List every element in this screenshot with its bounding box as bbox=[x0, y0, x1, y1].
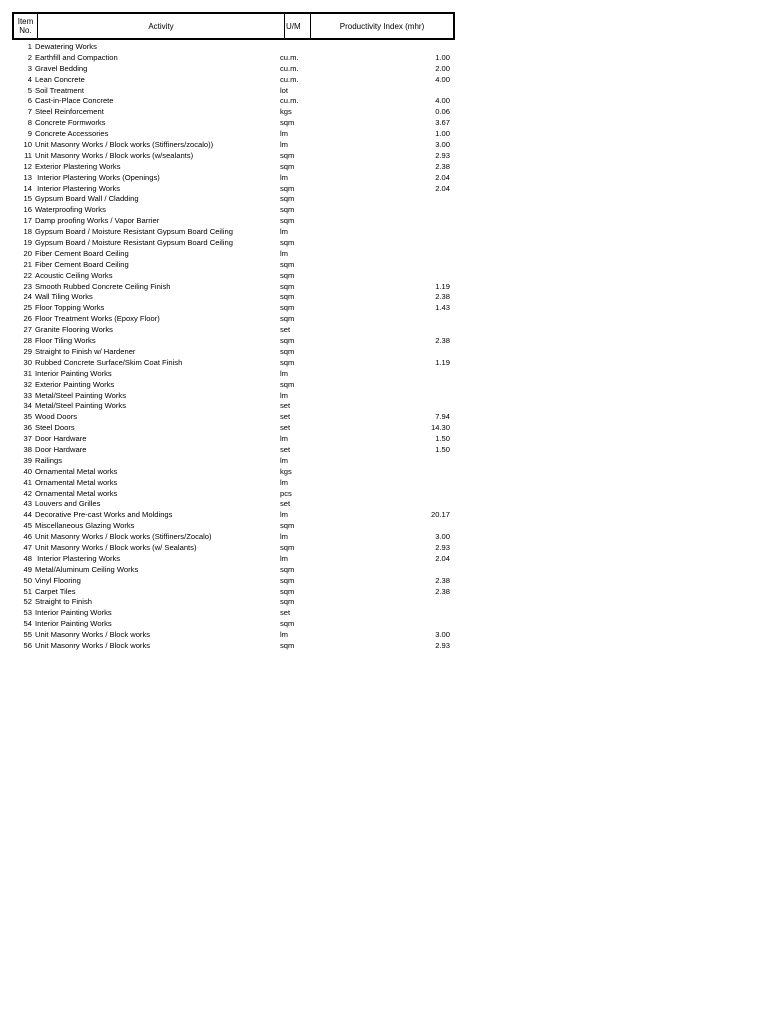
activity-cell: Damp proofing Works / Vapor Barrier bbox=[35, 216, 160, 226]
activity-cell: Interior Plastering Works bbox=[35, 553, 121, 563]
activity-cell: Exterior Painting Works bbox=[35, 379, 115, 389]
activity-cell: Rubbed Concrete Surface/Skim Coat Finish bbox=[35, 357, 183, 367]
productivity-cell bbox=[308, 249, 450, 260]
table-row bbox=[12, 282, 455, 293]
item-number: 20 bbox=[23, 248, 32, 258]
item-number: 16 bbox=[23, 205, 32, 215]
table-row bbox=[12, 641, 455, 652]
table-row bbox=[12, 630, 455, 641]
item-number: 38 bbox=[23, 444, 32, 454]
productivity-cell bbox=[308, 597, 450, 608]
unit-cell: set bbox=[280, 325, 291, 335]
item-number: 27 bbox=[23, 325, 32, 335]
header-item-no: Item No. bbox=[14, 14, 38, 38]
table-row bbox=[12, 347, 455, 358]
item-number: 24 bbox=[23, 292, 32, 302]
unit-cell: sqm bbox=[280, 521, 295, 531]
productivity-cell: 20.17 bbox=[430, 510, 450, 520]
productivity-cell bbox=[308, 401, 450, 412]
productivity-cell: 1.19 bbox=[435, 357, 450, 367]
activity-cell: Lean Concrete bbox=[35, 74, 85, 84]
activity-cell: Unit Masonry Works / Block works (Stiffiners/Zocalo) bbox=[35, 532, 212, 542]
activity-cell: Louvers and Grilles bbox=[35, 499, 101, 509]
item-number: 44 bbox=[23, 510, 32, 520]
productivity-cell: 3.67 bbox=[435, 118, 450, 128]
productivity-cell bbox=[308, 478, 450, 489]
table-row bbox=[12, 434, 455, 445]
item-number: 50 bbox=[23, 575, 32, 585]
header-activity: Activity bbox=[38, 14, 285, 38]
activity-cell: Unit Masonry Works / Block works bbox=[35, 630, 151, 640]
productivity-cell: 2.38 bbox=[435, 586, 450, 596]
table-row bbox=[12, 86, 455, 97]
productivity-cell bbox=[308, 467, 450, 478]
unit-cell: set bbox=[280, 444, 291, 454]
table-row bbox=[12, 42, 455, 53]
productivity-cell bbox=[308, 619, 450, 630]
unit-cell: sqm bbox=[280, 238, 295, 248]
productivity-cell bbox=[308, 216, 450, 227]
item-number: 43 bbox=[23, 499, 32, 509]
productivity-cell bbox=[308, 489, 450, 500]
table-row bbox=[12, 194, 455, 205]
unit-cell: set bbox=[280, 423, 291, 433]
productivity-cell: 2.04 bbox=[435, 553, 450, 563]
unit-cell: sqm bbox=[280, 314, 295, 324]
productivity-cell bbox=[308, 271, 450, 282]
activity-cell: Gravel Bedding bbox=[35, 63, 88, 73]
activity-cell: Unit Masonry Works / Block works bbox=[35, 640, 151, 650]
item-number: 46 bbox=[23, 532, 32, 542]
unit-cell: sqm bbox=[280, 640, 295, 650]
activity-cell: Granite Flooring Works bbox=[35, 325, 113, 335]
productivity-cell bbox=[308, 325, 450, 336]
unit-cell: cu.m. bbox=[280, 96, 299, 106]
productivity-cell: 2.38 bbox=[435, 336, 450, 346]
table-row bbox=[12, 358, 455, 369]
unit-cell: set bbox=[280, 608, 291, 618]
productivity-cell: 4.00 bbox=[435, 74, 450, 84]
table-row bbox=[12, 336, 455, 347]
table-row bbox=[12, 129, 455, 140]
item-number: 28 bbox=[23, 336, 32, 346]
activity-cell: Decorative Pre-cast Works and Moldings bbox=[35, 510, 173, 520]
productivity-cell: 2.38 bbox=[435, 292, 450, 302]
table-row bbox=[12, 216, 455, 227]
unit-cell: cu.m. bbox=[280, 63, 299, 73]
productivity-cell bbox=[308, 227, 450, 238]
activity-cell: Miscellaneous Glazing Works bbox=[35, 521, 135, 531]
activity-cell: Vinyl Flooring bbox=[35, 575, 81, 585]
table-row bbox=[12, 565, 455, 576]
productivity-cell: 2.93 bbox=[435, 150, 450, 160]
unit-cell: lm bbox=[280, 129, 289, 139]
table-row bbox=[12, 587, 455, 598]
table-row bbox=[12, 532, 455, 543]
table-row bbox=[12, 369, 455, 380]
activity-cell: Concrete Formworks bbox=[35, 118, 106, 128]
item-number: 7 bbox=[27, 107, 32, 117]
unit-cell: sqm bbox=[280, 564, 295, 574]
item-number: 36 bbox=[23, 423, 32, 433]
item-number: 39 bbox=[23, 455, 32, 465]
item-number: 30 bbox=[23, 357, 32, 367]
unit-cell: lm bbox=[280, 434, 289, 444]
productivity-cell: 7.94 bbox=[435, 412, 450, 422]
productivity-cell: 2.04 bbox=[435, 183, 450, 193]
activity-cell: Door Hardware bbox=[35, 444, 87, 454]
unit-cell: sqm bbox=[280, 118, 295, 128]
table-row bbox=[12, 314, 455, 325]
activity-cell: Interior Painting Works bbox=[35, 608, 112, 618]
activity-cell: Steel Doors bbox=[35, 423, 75, 433]
table-row bbox=[12, 445, 455, 456]
productivity-cell: 2.93 bbox=[435, 640, 450, 650]
table-row bbox=[12, 173, 455, 184]
table-row bbox=[12, 423, 455, 434]
productivity-cell bbox=[308, 565, 450, 576]
productivity-cell: 1.00 bbox=[435, 129, 450, 139]
table-row bbox=[12, 53, 455, 64]
productivity-cell bbox=[308, 205, 450, 216]
item-number: 54 bbox=[23, 619, 32, 629]
item-number: 26 bbox=[23, 314, 32, 324]
table-row bbox=[12, 510, 455, 521]
productivity-cell: 1.43 bbox=[435, 303, 450, 313]
unit-cell: lm bbox=[280, 532, 289, 542]
unit-cell: lm bbox=[280, 390, 289, 400]
productivity-cell bbox=[308, 42, 450, 53]
activity-cell: Exterior Plastering Works bbox=[35, 161, 121, 171]
productivity-cell: 3.00 bbox=[435, 630, 450, 640]
activity-cell: Interior Painting Works bbox=[35, 619, 112, 629]
item-number: 19 bbox=[23, 238, 32, 248]
productivity-cell bbox=[308, 608, 450, 619]
activity-cell: Wall Tiling Works bbox=[35, 292, 93, 302]
item-number: 6 bbox=[27, 96, 32, 106]
table-row bbox=[12, 619, 455, 630]
table-row bbox=[12, 478, 455, 489]
productivity-cell: 14.30 bbox=[430, 423, 450, 433]
productivity-cell bbox=[308, 456, 450, 467]
unit-cell: sqm bbox=[280, 379, 295, 389]
activity-cell: Steel Reinforcement bbox=[35, 107, 104, 117]
activity-cell: Floor Tiling Works bbox=[35, 336, 96, 346]
table-row bbox=[12, 162, 455, 173]
unit-cell: sqm bbox=[280, 183, 295, 193]
activity-cell: Floor Topping Works bbox=[35, 303, 105, 313]
activity-cell: Door Hardware bbox=[35, 434, 87, 444]
unit-cell: sqm bbox=[280, 336, 295, 346]
unit-cell: set bbox=[280, 401, 291, 411]
item-number: 8 bbox=[27, 118, 32, 128]
activity-cell: Railings bbox=[35, 455, 63, 465]
activity-cell: Wood Doors bbox=[35, 412, 78, 422]
item-number: 9 bbox=[27, 129, 32, 139]
activity-cell: Ornamental Metal works bbox=[35, 466, 118, 476]
item-number: 53 bbox=[23, 608, 32, 618]
table-row bbox=[12, 151, 455, 162]
productivity-table bbox=[12, 12, 455, 652]
unit-cell: sqm bbox=[280, 357, 295, 367]
item-number: 12 bbox=[23, 161, 32, 171]
productivity-cell: 1.00 bbox=[435, 52, 450, 62]
item-number: 35 bbox=[23, 412, 32, 422]
productivity-cell bbox=[308, 499, 450, 510]
item-number: 31 bbox=[23, 368, 32, 378]
productivity-cell bbox=[308, 260, 450, 271]
unit-cell: lm bbox=[280, 630, 289, 640]
activity-cell: Dewatering Works bbox=[35, 42, 97, 51]
productivity-cell bbox=[308, 347, 450, 358]
productivity-cell bbox=[308, 314, 450, 325]
table-row bbox=[12, 325, 455, 336]
activity-cell: Ornamental Metal works bbox=[35, 477, 118, 487]
item-number: 13 bbox=[23, 172, 32, 182]
item-number: 4 bbox=[27, 74, 32, 84]
item-number: 21 bbox=[23, 259, 32, 269]
unit-cell: sqm bbox=[280, 586, 295, 596]
unit-cell bbox=[280, 42, 308, 53]
table-row bbox=[12, 401, 455, 412]
unit-cell: lm bbox=[280, 553, 289, 563]
table-row bbox=[12, 391, 455, 402]
item-number: 55 bbox=[23, 630, 32, 640]
table-row bbox=[12, 238, 455, 249]
item-number: 1 bbox=[27, 42, 32, 51]
item-number: 15 bbox=[23, 194, 32, 204]
activity-cell: Floor Treatment Works (Epoxy Floor) bbox=[35, 314, 160, 324]
item-number: 32 bbox=[23, 379, 32, 389]
table-row bbox=[12, 597, 455, 608]
item-number: 25 bbox=[23, 303, 32, 313]
table-row bbox=[12, 271, 455, 282]
activity-cell: Interior Painting Works bbox=[35, 368, 112, 378]
productivity-cell bbox=[308, 86, 450, 97]
table-row bbox=[12, 249, 455, 260]
activity-cell: Unit Masonry Works / Block works (Stiffiners/zocalo)) bbox=[35, 140, 214, 150]
activity-cell: Unit Masonry Works / Block works (w/ Sealants) bbox=[35, 542, 197, 552]
table-row bbox=[12, 118, 455, 129]
item-number: 3 bbox=[27, 63, 32, 73]
activity-cell: Fiber Cement Board Ceiling bbox=[35, 259, 129, 269]
unit-cell: lm bbox=[280, 227, 289, 237]
activity-cell: Ornamental Metal works bbox=[35, 488, 118, 498]
activity-cell: Unit Masonry Works / Block works (w/sealants) bbox=[35, 150, 194, 160]
unit-cell: lm bbox=[280, 477, 289, 487]
table-body bbox=[12, 42, 455, 652]
item-number: 52 bbox=[23, 597, 32, 607]
unit-cell: sqm bbox=[280, 161, 295, 171]
table-row bbox=[12, 467, 455, 478]
table-row bbox=[12, 140, 455, 151]
table-row bbox=[12, 543, 455, 554]
activity-cell: Interior Plastering Works (Openings) bbox=[35, 172, 160, 182]
activity-cell: Acoustic Ceiling Works bbox=[35, 270, 113, 280]
item-number: 5 bbox=[27, 85, 32, 95]
activity-cell: Interior Plastering Works bbox=[35, 183, 121, 193]
item-number: 41 bbox=[23, 477, 32, 487]
table-row bbox=[12, 303, 455, 314]
item-number: 40 bbox=[23, 466, 32, 476]
unit-cell: lm bbox=[280, 368, 289, 378]
table-row bbox=[12, 456, 455, 467]
header-um: U/M bbox=[285, 14, 311, 38]
unit-cell: cu.m. bbox=[280, 52, 299, 62]
productivity-cell bbox=[308, 380, 450, 391]
productivity-cell bbox=[308, 369, 450, 380]
activity-cell: Smooth Rubbed Concrete Ceiling Finish bbox=[35, 281, 171, 291]
activity-cell: Earthfill and Compaction bbox=[35, 52, 118, 62]
item-number: 22 bbox=[23, 270, 32, 280]
table-row bbox=[12, 499, 455, 510]
productivity-cell: 3.00 bbox=[435, 532, 450, 542]
activity-cell: Metal/Aluminum Ceiling Works bbox=[35, 564, 139, 574]
productivity-cell: 2.93 bbox=[435, 542, 450, 552]
table-row bbox=[12, 489, 455, 500]
item-number: 18 bbox=[23, 227, 32, 237]
productivity-cell: 2.38 bbox=[435, 161, 450, 171]
productivity-cell: 2.04 bbox=[435, 172, 450, 182]
item-number: 48 bbox=[23, 553, 32, 563]
item-number: 47 bbox=[23, 542, 32, 552]
table-row bbox=[12, 107, 455, 118]
table-row bbox=[12, 227, 455, 238]
productivity-cell bbox=[308, 391, 450, 402]
item-number: 33 bbox=[23, 390, 32, 400]
unit-cell: sqm bbox=[280, 270, 295, 280]
productivity-cell: 2.00 bbox=[435, 63, 450, 73]
unit-cell: sqm bbox=[280, 205, 295, 215]
table-row bbox=[12, 260, 455, 271]
unit-cell: lm bbox=[280, 510, 289, 520]
productivity-cell: 1.19 bbox=[435, 281, 450, 291]
unit-cell: sqm bbox=[280, 542, 295, 552]
productivity-cell: 2.38 bbox=[435, 575, 450, 585]
productivity-cell: 3.00 bbox=[435, 140, 450, 150]
activity-cell: Gypsum Board / Moisture Resistant Gypsum Board Ceiling bbox=[35, 227, 233, 237]
table-row bbox=[12, 554, 455, 565]
unit-cell: sqm bbox=[280, 575, 295, 585]
item-number: 14 bbox=[23, 183, 32, 193]
unit-cell: sqm bbox=[280, 292, 295, 302]
table-row bbox=[12, 380, 455, 391]
header-productivity-index: Productivity Index (mhr) bbox=[339, 21, 425, 31]
activity-cell: Metal/Steel Painting Works bbox=[35, 390, 127, 400]
productivity-cell: 4.00 bbox=[435, 96, 450, 106]
item-number: 45 bbox=[23, 521, 32, 531]
item-number: 37 bbox=[23, 434, 32, 444]
unit-cell: lm bbox=[280, 455, 289, 465]
table-row bbox=[12, 64, 455, 75]
item-number: 42 bbox=[23, 488, 32, 498]
activity-cell: Straight to Finish bbox=[35, 597, 92, 607]
table-row bbox=[12, 521, 455, 532]
table-row bbox=[12, 608, 455, 619]
unit-cell: lm bbox=[280, 140, 289, 150]
table-header bbox=[12, 12, 455, 40]
productivity-cell bbox=[308, 521, 450, 532]
item-number: 10 bbox=[23, 140, 32, 150]
item-number: 17 bbox=[23, 216, 32, 226]
productivity-cell: 0.06 bbox=[435, 107, 450, 117]
activity-cell: Straight to Finish w/ Hardener bbox=[35, 346, 136, 356]
unit-cell: sqm bbox=[280, 259, 295, 269]
table-row bbox=[12, 96, 455, 107]
unit-cell: pcs bbox=[280, 488, 292, 498]
unit-cell: lot bbox=[280, 85, 289, 95]
unit-cell: cu.m. bbox=[280, 74, 299, 84]
item-number: 34 bbox=[23, 401, 32, 411]
item-number: 29 bbox=[23, 346, 32, 356]
table-row bbox=[12, 576, 455, 587]
productivity-cell: 1.50 bbox=[435, 444, 450, 454]
activity-cell: Carpet Tiles bbox=[35, 586, 76, 596]
unit-cell: kgs bbox=[280, 107, 292, 117]
activity-cell: Fiber Cement Board Ceiling bbox=[35, 248, 129, 258]
unit-cell: sqm bbox=[280, 597, 295, 607]
activity-cell: Soil Treatment bbox=[35, 85, 84, 95]
unit-cell: sqm bbox=[280, 194, 295, 204]
unit-cell: set bbox=[280, 412, 291, 422]
unit-cell: lm bbox=[280, 172, 289, 182]
activity-cell: Concrete Accessories bbox=[35, 129, 109, 139]
unit-cell: set bbox=[280, 499, 291, 509]
table-row bbox=[12, 412, 455, 423]
unit-cell: sqm bbox=[280, 619, 295, 629]
item-number: 51 bbox=[23, 586, 32, 596]
activity-cell: Metal/Steel Painting Works bbox=[35, 401, 127, 411]
table-row bbox=[12, 75, 455, 86]
table-row bbox=[12, 292, 455, 303]
activity-cell: Waterproofing Works bbox=[35, 205, 106, 215]
activity-cell: Gypsum Board / Moisture Resistant Gypsum Board Ceiling bbox=[35, 238, 233, 248]
unit-cell: sqm bbox=[280, 216, 295, 226]
productivity-cell: 1.50 bbox=[435, 434, 450, 444]
item-number: 49 bbox=[23, 564, 32, 574]
item-number: 11 bbox=[24, 150, 32, 160]
unit-cell: sqm bbox=[280, 303, 295, 313]
unit-cell: sqm bbox=[280, 346, 295, 356]
item-number: 2 bbox=[27, 52, 32, 62]
unit-cell: lm bbox=[280, 248, 289, 258]
unit-cell: kgs bbox=[280, 466, 292, 476]
item-number: 23 bbox=[23, 281, 32, 291]
activity-cell: Gypsum Board Wall / Cladding bbox=[35, 194, 139, 204]
unit-cell: sqm bbox=[280, 281, 295, 291]
item-number: 56 bbox=[23, 640, 32, 650]
table-row bbox=[12, 184, 455, 195]
table-row bbox=[12, 205, 455, 216]
productivity-cell bbox=[308, 194, 450, 205]
productivity-cell bbox=[308, 238, 450, 249]
activity-cell: Cast-in-Place Concrete bbox=[35, 96, 114, 106]
unit-cell: sqm bbox=[280, 150, 295, 160]
